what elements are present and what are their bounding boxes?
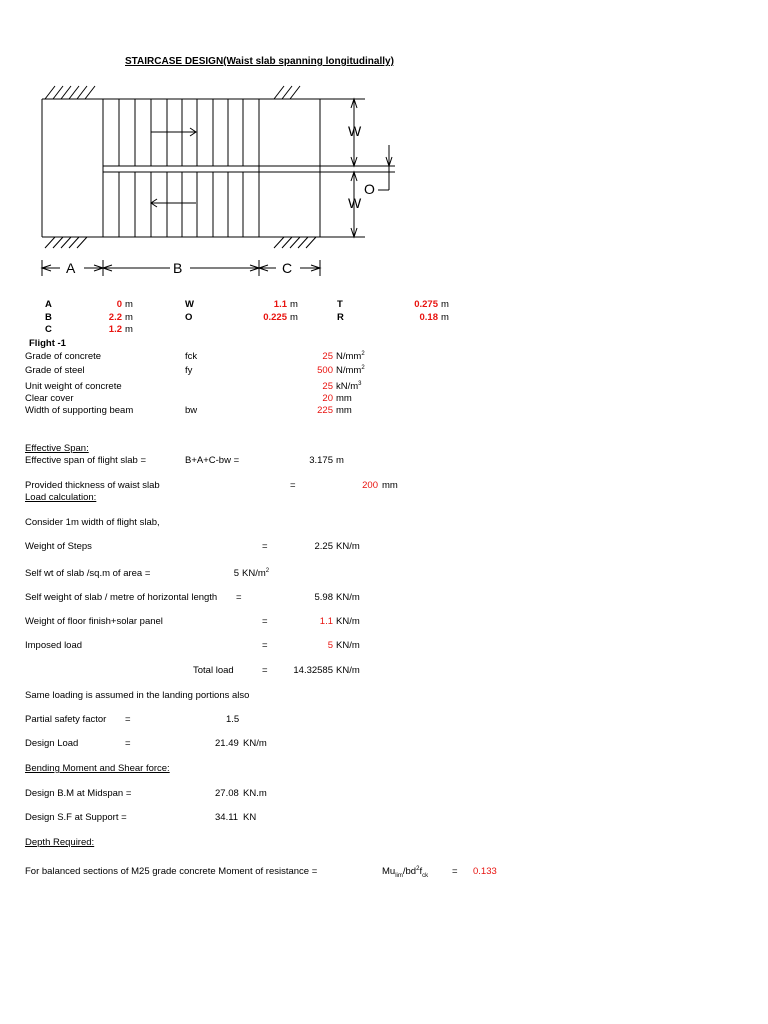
formula-bd: /bd	[402, 866, 417, 877]
dim-t-unit: m	[441, 299, 449, 310]
flight-row-unit	[336, 351, 365, 363]
selfhz-eq: =	[236, 592, 242, 603]
psf-label: Partial safety factor	[25, 714, 107, 725]
total-eq: =	[262, 665, 268, 676]
selfwt-unit	[242, 568, 269, 580]
flight-row-value: 25	[322, 381, 333, 392]
flight-row-symbol: fck	[185, 351, 198, 362]
total-value: 14.32585	[293, 665, 333, 676]
effective-span-unit: m	[336, 455, 344, 466]
dim-c-value: 1.2	[108, 324, 122, 335]
imposed-unit: KN/m	[336, 640, 360, 651]
selfhz-label: Self weight of slab / metre of horizontal length	[25, 592, 218, 603]
waist-unit: mm	[382, 480, 398, 491]
sf-unit: KN	[243, 812, 257, 823]
selfwt-value: 5	[233, 568, 239, 579]
floor-value: 1.1	[319, 616, 333, 627]
dim-t-value: 0.275	[414, 299, 438, 310]
steps-label: Weight of Steps	[25, 541, 92, 552]
unit-sup: 2	[265, 567, 270, 574]
dim-w-label: W	[185, 299, 194, 310]
flight-row-label: Width of supporting beam	[25, 405, 134, 416]
depth-heading: Depth Required:	[25, 837, 95, 848]
drawing-label-w-bottom: W	[348, 195, 362, 211]
page-title: STAIRCASE DESIGN(Waist slab spanning longitudinally)	[125, 56, 394, 67]
design-load-eq: =	[125, 738, 131, 749]
sf-label: Design S.F at Support =	[25, 812, 127, 823]
bm-label: Design B.M at Midspan =	[25, 788, 132, 799]
imposed-label: Imposed load	[25, 640, 83, 651]
waist-eq: =	[290, 480, 296, 491]
unit-sup: 2	[361, 364, 365, 371]
formula-sub-ck: ck	[422, 872, 429, 879]
depth-eq: =	[452, 866, 458, 877]
flight-row-symbol: bw	[185, 405, 198, 416]
imposed-value: 5	[327, 640, 333, 651]
depth-formula	[382, 866, 428, 878]
dim-c-unit: m	[125, 324, 133, 335]
formula-mu: Mu	[382, 866, 396, 877]
dim-t-label: T	[337, 299, 343, 310]
dim-a-unit: m	[125, 299, 133, 310]
dim-o-label: O	[185, 312, 193, 323]
floor-label: Weight of floor finish+solar panel	[25, 616, 163, 627]
flight-row-unit: mm	[336, 393, 352, 404]
formula-f: f	[419, 866, 423, 877]
waist-value: 200	[362, 480, 378, 491]
unit-sup: 3	[358, 380, 362, 387]
selfhz-value: 5.98	[314, 592, 333, 603]
depth-label: For balanced sections of M25 grade concrete Moment of resistance =	[25, 866, 318, 877]
flight-row-symbol: fy	[185, 365, 193, 376]
effective-span-formula: B+A+C-bw =	[185, 455, 240, 466]
design-load-unit: KN/m	[243, 738, 267, 749]
drawing-label-o: O	[364, 181, 375, 197]
dim-r-value: 0.18	[419, 312, 438, 323]
dim-b-label: B	[45, 312, 52, 323]
same-loading-note: Same loading is assumed in the landing portions also	[25, 690, 250, 701]
floor-unit: KN/m	[336, 616, 360, 627]
flight-row-unit: mm	[336, 405, 352, 416]
flight-row-label: Clear cover	[25, 393, 74, 404]
selfwt-label: Self wt of slab /sq.m of area =	[25, 568, 151, 579]
load-heading: Load calculation:	[25, 492, 97, 503]
flight-row-label: Grade of concrete	[25, 351, 102, 362]
bending-heading: Bending Moment and Shear force:	[25, 763, 170, 774]
dim-b-unit: m	[125, 312, 133, 323]
dim-w-value: 1.1	[273, 299, 287, 310]
bm-value: 27.08	[215, 788, 239, 799]
imposed-eq: =	[262, 640, 268, 651]
total-unit: KN/m	[336, 665, 360, 676]
drawing-label-a: A	[66, 260, 76, 276]
unit-text: KN/m	[242, 568, 266, 579]
waist-label: Provided thickness of waist slab	[25, 480, 160, 491]
dim-w-unit: m	[290, 299, 298, 310]
floor-eq: =	[262, 616, 268, 627]
design-load-value: 21.49	[215, 738, 239, 749]
effective-span-label: Effective span of flight slab =	[25, 455, 147, 466]
flight-row-value: 225	[317, 405, 333, 416]
flight-row-value: 25	[322, 351, 333, 362]
formula-sub-lim: lim	[395, 872, 403, 879]
total-label: Total load	[193, 665, 234, 676]
unit-text: N/mm	[336, 365, 362, 376]
flight-row-unit	[336, 365, 365, 377]
flight-row-unit	[336, 381, 362, 393]
sf-value: 34.11	[215, 812, 239, 823]
dim-r-unit: m	[441, 312, 449, 323]
depth-value: 0.133	[473, 866, 497, 877]
flight-row-label: Unit weight of concrete	[25, 381, 122, 392]
dim-o-unit: m	[290, 312, 298, 323]
steps-value: 2.25	[314, 541, 333, 552]
drawing-label-w-top: W	[348, 123, 362, 139]
dim-o-value: 0.225	[263, 312, 287, 323]
unit-text: N/mm	[336, 351, 362, 362]
dim-c-label: C	[45, 324, 52, 335]
unit-text: kN/m	[336, 381, 359, 392]
unit-sup: 2	[361, 350, 365, 357]
dim-r-label: R	[337, 312, 344, 323]
load-consider: Consider 1m width of flight slab,	[25, 517, 160, 528]
steps-eq: =	[262, 541, 268, 552]
flight-row-value: 500	[317, 365, 333, 376]
dim-b-value: 2.2	[108, 312, 122, 323]
bm-unit: KN.m	[243, 788, 267, 799]
formula-sup: 2	[416, 865, 420, 872]
drawing-label-b: B	[173, 260, 183, 276]
effective-span-heading: Effective Span:	[25, 443, 89, 454]
flight-heading: Flight -1	[29, 338, 66, 349]
staircase-plan-drawing	[36, 80, 406, 280]
dim-a-label: A	[45, 299, 52, 310]
design-load-label: Design Load	[25, 738, 79, 749]
flight-row-label: Grade of steel	[25, 365, 85, 376]
psf-eq: =	[125, 714, 131, 725]
flight-row-value: 20	[322, 393, 333, 404]
selfhz-unit: KN/m	[336, 592, 360, 603]
steps-unit: KN/m	[336, 541, 360, 552]
effective-span-value: 3.175	[309, 455, 333, 466]
psf-value: 1.5	[226, 714, 240, 725]
dim-a-value: 0	[116, 299, 122, 310]
drawing-label-c: C	[282, 260, 293, 276]
